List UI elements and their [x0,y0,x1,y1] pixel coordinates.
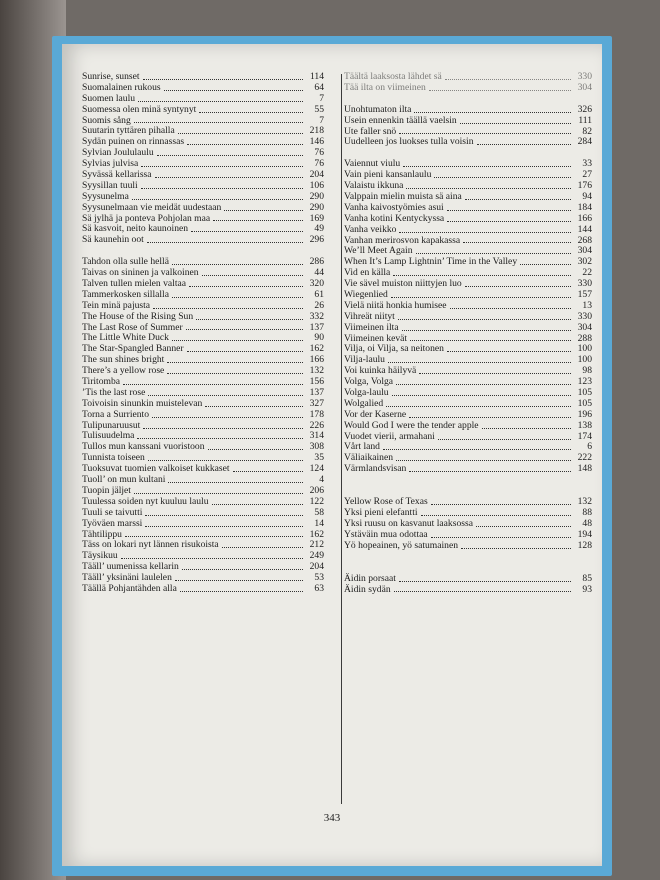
dot-leader [482,428,571,429]
entry-page-number: 98 [582,365,592,377]
entry-title: Vuodet vierii, armahani [344,430,435,442]
entry-title: Syvässä kellarissa [82,169,152,180]
dot-leader [191,231,303,232]
entry-page-number: 296 [309,234,324,246]
dot-leader [143,428,303,429]
entry-title: Vanha kaivostyömies asui [344,201,444,213]
dot-leader [461,548,571,549]
dot-leader [138,101,303,102]
entry-page-number: 63 [314,582,324,594]
entry-page-number: 138 [577,419,592,431]
entry-page-number: 48 [582,517,592,529]
dot-leader [398,319,571,320]
entry-title: There’s a yellow rose [82,365,165,377]
dot-leader [134,493,303,494]
entry-title: Tein minä pajusta [82,299,151,311]
dot-leader [224,210,303,211]
dot-leader [388,362,571,363]
dot-leader [222,547,303,548]
entry-title: Tiritomba [82,376,121,388]
dot-leader [450,308,571,309]
entry-title: The Star-Spangled Banner [82,343,184,355]
dot-leader [123,384,303,385]
entry-page-number: 156 [309,376,324,388]
dot-leader [148,460,303,461]
entry-page-number: 330 [577,310,592,322]
entry-title: Suomalainen rukous [82,81,161,93]
entry-page-number: 114 [309,70,324,82]
index-entry [82,584,324,595]
dot-leader [155,177,303,178]
entry-title: Viimeinen ilta [344,321,399,333]
entry-title: The Last Rose of Summer [82,321,183,333]
entry-page-number: 7 [319,114,324,126]
entry-page-number: 302 [577,256,592,268]
page-number: 343 [323,812,341,824]
entry-page-number: 90 [314,332,324,344]
dot-leader [187,351,303,352]
entry-page-number: 332 [309,310,324,322]
entry-page-number: 320 [309,278,324,290]
entry-title: Vielä niitä honkia humisee [344,299,447,311]
dot-leader [416,253,572,254]
index-entry [82,410,324,421]
entry-title: Sylvias julvisa [82,158,139,170]
entry-title: Vihreät niityt [344,310,395,322]
entry-title: Vilja-laulu [344,354,385,366]
entry-title: Väliaikainen [344,452,394,464]
entry-page-number: 49 [314,223,324,235]
section-gap [344,475,592,497]
dot-leader [465,286,571,287]
entry-title: Tulisuudelma [82,430,135,442]
dot-leader [189,286,303,287]
entry-title: Wolgalied [344,397,384,409]
index-entry [82,235,324,246]
dot-leader [147,242,303,243]
entry-page-number: 124 [309,463,324,475]
dot-leader [157,155,303,156]
dot-leader [167,362,303,363]
entry-page-number: 22 [582,267,592,279]
dot-leader [409,417,571,418]
index-entry [82,519,324,530]
dot-leader [178,133,303,134]
dot-leader [445,79,571,80]
entry-title: Työväen marssi [82,517,143,529]
dot-leader [134,122,303,123]
entry-title: Sä kasvoit, neito kaunoinen [82,223,189,235]
entry-title: Taivas on sininen ja valkoinen [82,267,199,279]
dot-leader [186,329,303,330]
index-column-left [82,72,324,595]
entry-title: Vain pieni kansanlaulu [344,169,432,181]
entry-page-number: 148 [577,463,592,475]
entry-page-number: 85 [582,572,592,584]
entry-title: Yellow Rose of Texas [344,496,428,508]
entry-page-number: 132 [309,365,324,377]
entry-title: Tää ilta on viimeinen [344,81,426,93]
index-entry [344,585,592,596]
entry-title: Sylvian Joululaulu [82,147,154,159]
entry-page-number: 304 [577,321,592,333]
dot-leader [421,515,571,516]
dot-leader [213,220,303,221]
dot-leader [447,351,571,352]
dot-leader [233,471,303,472]
entry-page-number: 212 [309,539,324,551]
entry-title: Äidin sydän [344,583,391,595]
entry-page-number: 218 [309,125,324,137]
entry-page-number: 35 [314,452,324,464]
index-page [62,44,602,866]
index-entry [82,105,324,116]
dot-leader [145,526,303,527]
entry-page-number: 146 [309,136,324,148]
entry-page-number: 55 [314,103,324,115]
dot-leader [431,537,571,538]
entry-title: Tähtilippu [82,528,122,540]
dot-leader [402,330,571,331]
entry-page-number: 137 [309,321,324,333]
column-divider [341,74,342,804]
index-entry [344,464,592,475]
entry-page-number: 166 [309,354,324,366]
index-column-right [344,72,592,595]
dot-leader [410,340,571,341]
entry-title: Volga-laulu [344,387,389,399]
index-entry [344,574,592,585]
dot-leader [180,591,303,592]
entry-title: Täältä laaksosta lähdet sä [344,70,442,82]
entry-page-number: 288 [577,332,592,344]
dot-leader [414,112,571,113]
entry-title: ’Tis the last rose [82,386,146,398]
entry-page-number: 111 [578,114,592,126]
entry-title: Voi kuinka häilyvä [344,365,417,377]
entry-title: Vid en källa [344,267,391,279]
entry-title: Tuoll’ on mun kultani [82,474,166,486]
entry-page-number: 176 [577,180,592,192]
dot-leader [383,449,571,450]
entry-title: Viimeinen kevät [344,332,408,344]
entry-title: Usein ennenkin täällä vaelsin [344,114,457,126]
dot-leader [399,133,571,134]
dot-leader [153,308,303,309]
entry-title: Sä kaunehin oot [82,234,144,246]
dot-leader [141,166,303,167]
entry-page-number: 330 [577,70,592,82]
dot-leader [187,144,303,145]
entry-page-number: 304 [577,81,592,93]
entry-title: We’ll Meet Again [344,245,413,257]
entry-title: Vaiennut viulu [344,158,401,170]
entry-title: Uudelleen jos luokses tulla voisin [344,136,474,148]
entry-page-number: 58 [314,506,324,518]
dot-leader [132,199,303,200]
entry-page-number: 100 [577,343,592,355]
entry-page-number: 304 [577,245,592,257]
entry-page-number: 6 [587,441,592,453]
dot-leader [429,90,571,91]
index-entry [344,421,592,432]
entry-page-number: 169 [309,212,324,224]
entry-page-number: 53 [314,572,324,584]
entry-page-number: 27 [582,169,592,181]
entry-title: Vanha veikko [344,223,397,235]
entry-title: Äidin porsaat [344,572,396,584]
entry-page-number: 132 [577,496,592,508]
entry-page-number: 122 [309,495,324,507]
index-entry [344,225,592,236]
dot-leader [168,482,303,483]
entry-page-number: 174 [577,430,592,442]
entry-title: Syysunelma [82,190,129,202]
entry-page-number: 13 [582,299,592,311]
entry-title: Tuuli se taivutti [82,506,143,518]
dot-leader [392,395,571,396]
entry-page-number: 123 [577,376,592,388]
entry-title: Värmlandsvisan [344,463,407,475]
entry-page-number: 162 [309,343,324,355]
entry-title: Tahdon olla sulle hellä [82,256,169,268]
entry-page-number: 100 [577,354,592,366]
entry-page-number: 222 [577,452,592,464]
entry-page-number: 206 [309,484,324,496]
index-entry [344,541,592,552]
entry-page-number: 166 [577,212,592,224]
dot-leader [141,188,303,189]
entry-title: Tääll’ uumenissa kellarin [82,561,179,573]
entry-title: Tääll’ yksinäni laulelen [82,572,172,584]
entry-title: Vanha kotini Kentyckyssa [344,212,445,224]
dot-leader [399,232,571,233]
entry-page-number: 33 [582,158,592,170]
dot-leader [431,504,571,505]
entry-page-number: 93 [582,583,592,595]
dot-leader [121,558,303,559]
dot-leader [143,79,303,80]
entry-page-number: 178 [309,408,324,420]
entry-page-number: 196 [577,408,592,420]
entry-page-number: 106 [309,179,324,191]
dot-leader [172,264,303,265]
entry-title: Täss on lokari nyt lännen risukoista [82,539,219,551]
index-entry [344,116,592,127]
entry-title: Talven tullen mielen valtaa [82,278,187,290]
dot-leader [148,395,303,396]
dot-leader [463,242,571,243]
dot-leader [434,177,571,178]
entry-page-number: 88 [582,507,592,519]
dot-leader [393,275,571,276]
entry-page-number: 128 [577,539,592,551]
entry-page-number: 82 [582,125,592,137]
dot-leader [125,536,303,537]
entry-title: Suomen laulu [82,92,136,104]
dot-leader [447,210,571,211]
dot-leader [202,275,303,276]
entry-title: Yksi ruusu on kasvanut laaksossa [344,517,473,529]
dot-leader [447,221,571,222]
entry-title: Vie sävel muiston niittyjen luo [344,278,462,290]
dot-leader [212,504,304,505]
dot-leader [167,373,303,374]
entry-title: Ystäväin mua odottaa [344,528,428,540]
entry-page-number: 64 [314,81,324,93]
index-entry [82,312,324,323]
entry-title: Vor der Kaserne [344,408,407,420]
dot-leader [476,526,571,527]
index-entry [344,137,592,148]
entry-title: Täällä Pohjantähden alla [82,582,177,594]
entry-page-number: 76 [314,158,324,170]
entry-page-number: 44 [314,267,324,279]
dot-leader [137,438,303,439]
entry-page-number: 94 [582,191,592,202]
entry-page-number: 144 [577,223,592,235]
entry-page-number: 268 [577,234,592,246]
dot-leader [465,199,571,200]
dot-leader [172,297,303,298]
dot-leader [520,264,571,265]
entry-title: Vilja, oi Vilja, sa neitonen [344,343,444,355]
entry-title: Vårt land [344,441,380,453]
dot-leader [409,471,571,472]
index-entry [82,203,324,214]
entry-title: Wiegenlied [344,289,388,301]
dot-leader [199,112,303,113]
dot-leader [175,580,303,581]
entry-page-number: 7 [319,92,324,104]
index-entry [344,323,592,334]
entry-title: Sä jylhä ja ponteva Pohjolan maa [82,212,211,224]
entry-page-number: 157 [577,289,592,301]
entry-page-number: 226 [309,419,324,431]
entry-title: Täysikuu [82,550,118,562]
entry-page-number: 76 [314,147,324,159]
entry-page-number: 290 [309,190,324,202]
entry-title: Toivoisin sinunkin muistelevan [82,397,203,409]
dot-leader [477,144,571,145]
entry-title: The sun shines bright [82,354,165,366]
entry-page-number: 204 [309,561,324,573]
dot-leader [391,297,571,298]
entry-page-number: 290 [309,201,324,213]
dot-leader [172,340,303,341]
entry-page-number: 105 [577,387,592,399]
index-entry [82,540,324,551]
dot-leader [460,123,571,124]
entry-title: Tammerkosken sillalla [82,288,169,300]
entry-title: Ute faller snö [344,125,397,137]
section-gap [344,552,592,574]
entry-title: Would God I were the tender apple [344,419,479,431]
entry-page-number: 61 [314,288,324,300]
entry-page-number: 204 [309,169,324,180]
entry-page-number: 284 [577,136,592,148]
entry-title: Vanhan merirosvon kapakassa [344,234,461,246]
entry-page-number: 286 [309,256,324,268]
entry-page-number: 137 [309,386,324,398]
dot-leader [394,591,571,592]
entry-title: Sydän puinen on rinnassas [82,136,185,148]
entry-title: The House of the Rising Sun [82,310,194,322]
dot-leader [438,439,571,440]
entry-title: Tuopin jäljet [82,484,131,496]
entry-page-number: 314 [309,430,324,442]
entry-title: When It’s Lamp Lightnin’ Time in the Valley [344,256,518,268]
entry-title: Yö hopeainen, yö satumainen [344,539,459,551]
dot-leader [152,417,303,418]
dot-leader [164,90,303,91]
dot-leader [196,319,303,320]
entry-title: Tuoksuvat tuomien valkoiset kukkaset [82,463,230,475]
entry-page-number: 194 [577,528,592,540]
dot-leader [396,460,571,461]
entry-title: Syysillan tuuli [82,179,138,191]
entry-page-number: 330 [577,278,592,290]
entry-page-number: 162 [309,528,324,540]
dot-leader [403,166,571,167]
dot-leader [208,449,303,450]
entry-title: Valaistu ikkuna [344,180,404,192]
entry-title: Syysunelmaan vie meidät uudestaan [82,201,222,213]
entry-title: The Little White Duck [82,332,169,344]
entry-title: Torna a Surriento [82,408,149,420]
entry-title: Suomessa olen minä syntynyt [82,103,197,115]
dot-leader [145,515,303,516]
entry-title: Suomis sång [82,114,131,126]
dot-leader [419,373,571,374]
dot-leader [386,406,571,407]
entry-title: Tulipunaruusut [82,419,141,431]
entry-page-number: 14 [314,517,324,529]
entry-title: Yksi pieni elefantti [344,507,418,519]
entry-title: Volga, Volga [344,376,394,388]
index-entry [344,432,592,443]
index-entry [344,83,592,94]
entry-title: Sunrise, sunset [82,70,140,82]
entry-page-number: 105 [577,397,592,409]
entry-title: Suutarin tyttären pihalla [82,125,175,137]
entry-page-number: 26 [314,299,324,311]
entry-title: Tuulessa soiden nyt kuuluu laulu [82,495,209,507]
entry-page-number: 184 [577,201,592,213]
entry-title: Unohtumaton ilta [344,103,412,115]
entry-page-number: 308 [309,441,324,453]
entry-page-number: 327 [309,397,324,409]
dot-leader [396,384,571,385]
dot-leader [399,581,571,582]
dot-leader [205,406,303,407]
entry-page-number: 326 [577,103,592,115]
entry-page-number: 4 [319,474,324,486]
entry-title: Tullos mun kanssani vuoristoon [82,441,205,453]
dot-leader [406,188,571,189]
index-entry [82,508,324,519]
entry-title: Tunnista toiseen [82,452,145,464]
entry-title: Valppain mielin muista sä aina [344,191,462,202]
entry-page-number: 249 [309,550,324,562]
dot-leader [182,569,303,570]
